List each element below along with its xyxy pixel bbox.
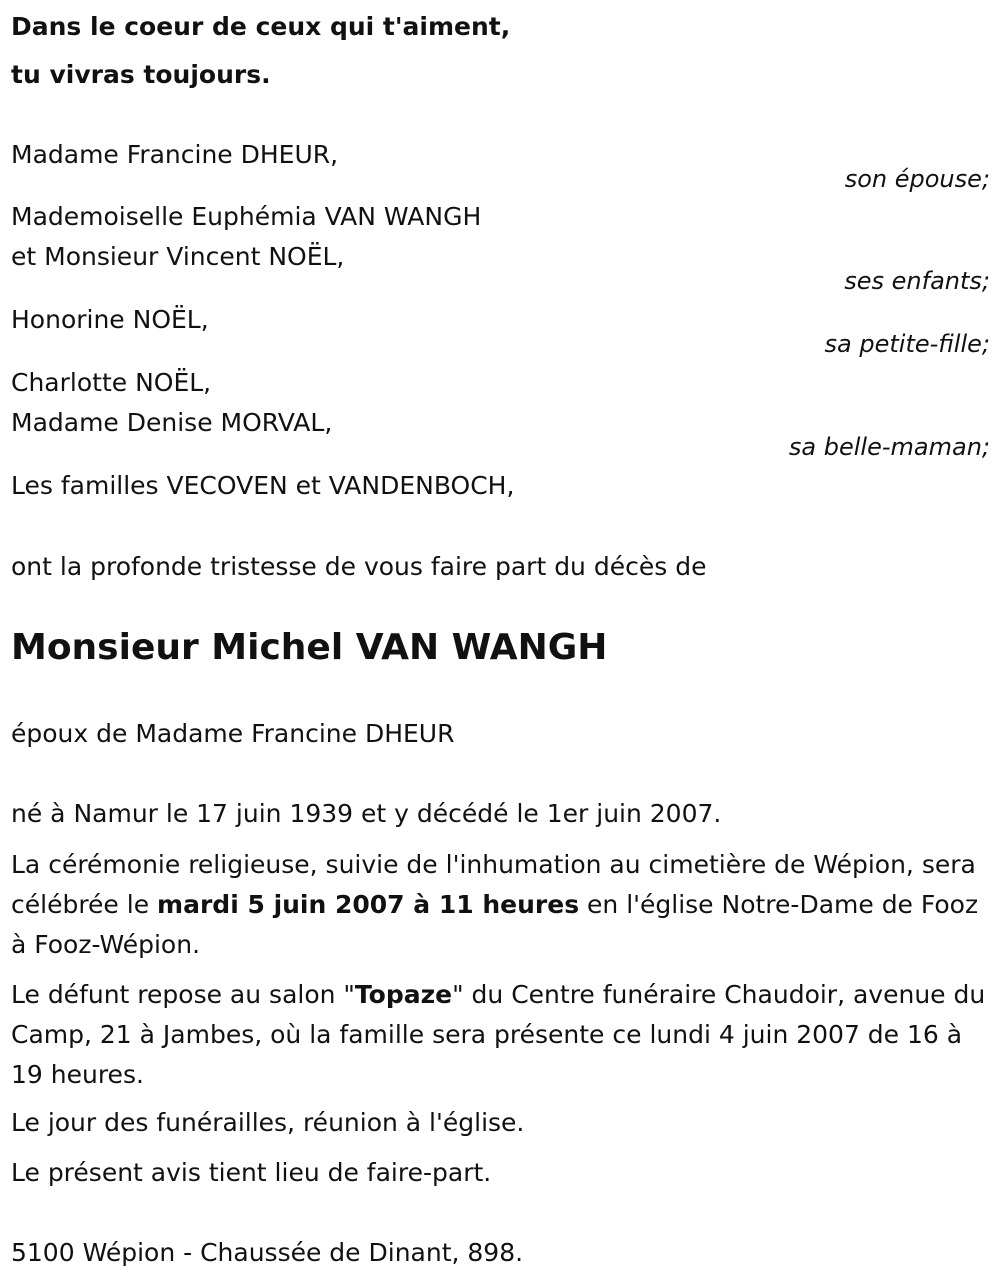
- verse-line-1: Dans le coeur de ceux qui t'aiment,: [11, 12, 511, 41]
- repose-text-end: " du Centre funéraire Chaudoir, avenue du Camp, 21 à Jambes, où la famille sera présente ce lundi 4 juin 2007 de 16 à 19 heures.: [11, 980, 986, 1089]
- relative-2-name: Madame Denise MORVAL,: [11, 408, 333, 437]
- grandchild-name: Honorine NOËL,: [11, 305, 209, 334]
- relative-role: sa belle-maman;: [788, 433, 990, 461]
- funeral-day-line: Le jour des funérailles, réunion à l'église.: [11, 1108, 525, 1137]
- child-1-name: Mademoiselle Euphémia VAN WANGH: [11, 202, 482, 231]
- repose-paragraph: [11, 975, 993, 1095]
- ceremony-date: mardi 5 juin 2007 à 11 heures: [157, 890, 580, 919]
- relative-1-name: Charlotte NOËL,: [11, 368, 212, 397]
- ceremony-text-start: La cérémonie religieuse, suivie de l'inhumation au cimetière de Wépion, sera célébrée le: [11, 850, 976, 919]
- child-2-name: et Monsieur Vincent NOËL,: [11, 242, 345, 271]
- spouse-of-line: époux de Madame Francine DHEUR: [11, 719, 455, 748]
- repose-text-start: Le défunt repose au salon ": [11, 980, 355, 1009]
- announcement-text: ont la profonde tristesse de vous faire part du décès de: [11, 552, 707, 581]
- birth-death-line: né à Namur le 17 juin 1939 et y décédé le 1er juin 2007.: [11, 799, 722, 828]
- deceased-name: Monsieur Michel VAN WANGH: [11, 627, 608, 668]
- address-line: 5100 Wépion - Chaussée de Dinant, 898.: [11, 1238, 524, 1267]
- notice-line: Le présent avis tient lieu de faire-part.: [11, 1158, 492, 1187]
- ceremony-paragraph: [11, 845, 993, 965]
- ceremony-text-end: en l'église Notre-Dame de Fooz à Fooz-Wépion.: [11, 890, 979, 959]
- verse-line-2: tu vivras toujours.: [11, 60, 271, 89]
- children-role: ses enfants;: [844, 267, 990, 295]
- salon-name: Topaze: [354, 980, 453, 1009]
- grandchild-role: sa petite-fille;: [824, 330, 990, 358]
- spouse-name: Madame Francine DHEUR,: [11, 140, 339, 169]
- families-line: Les familles VECOVEN et VANDENBOCH,: [11, 471, 515, 500]
- spouse-role: son épouse;: [844, 165, 990, 193]
